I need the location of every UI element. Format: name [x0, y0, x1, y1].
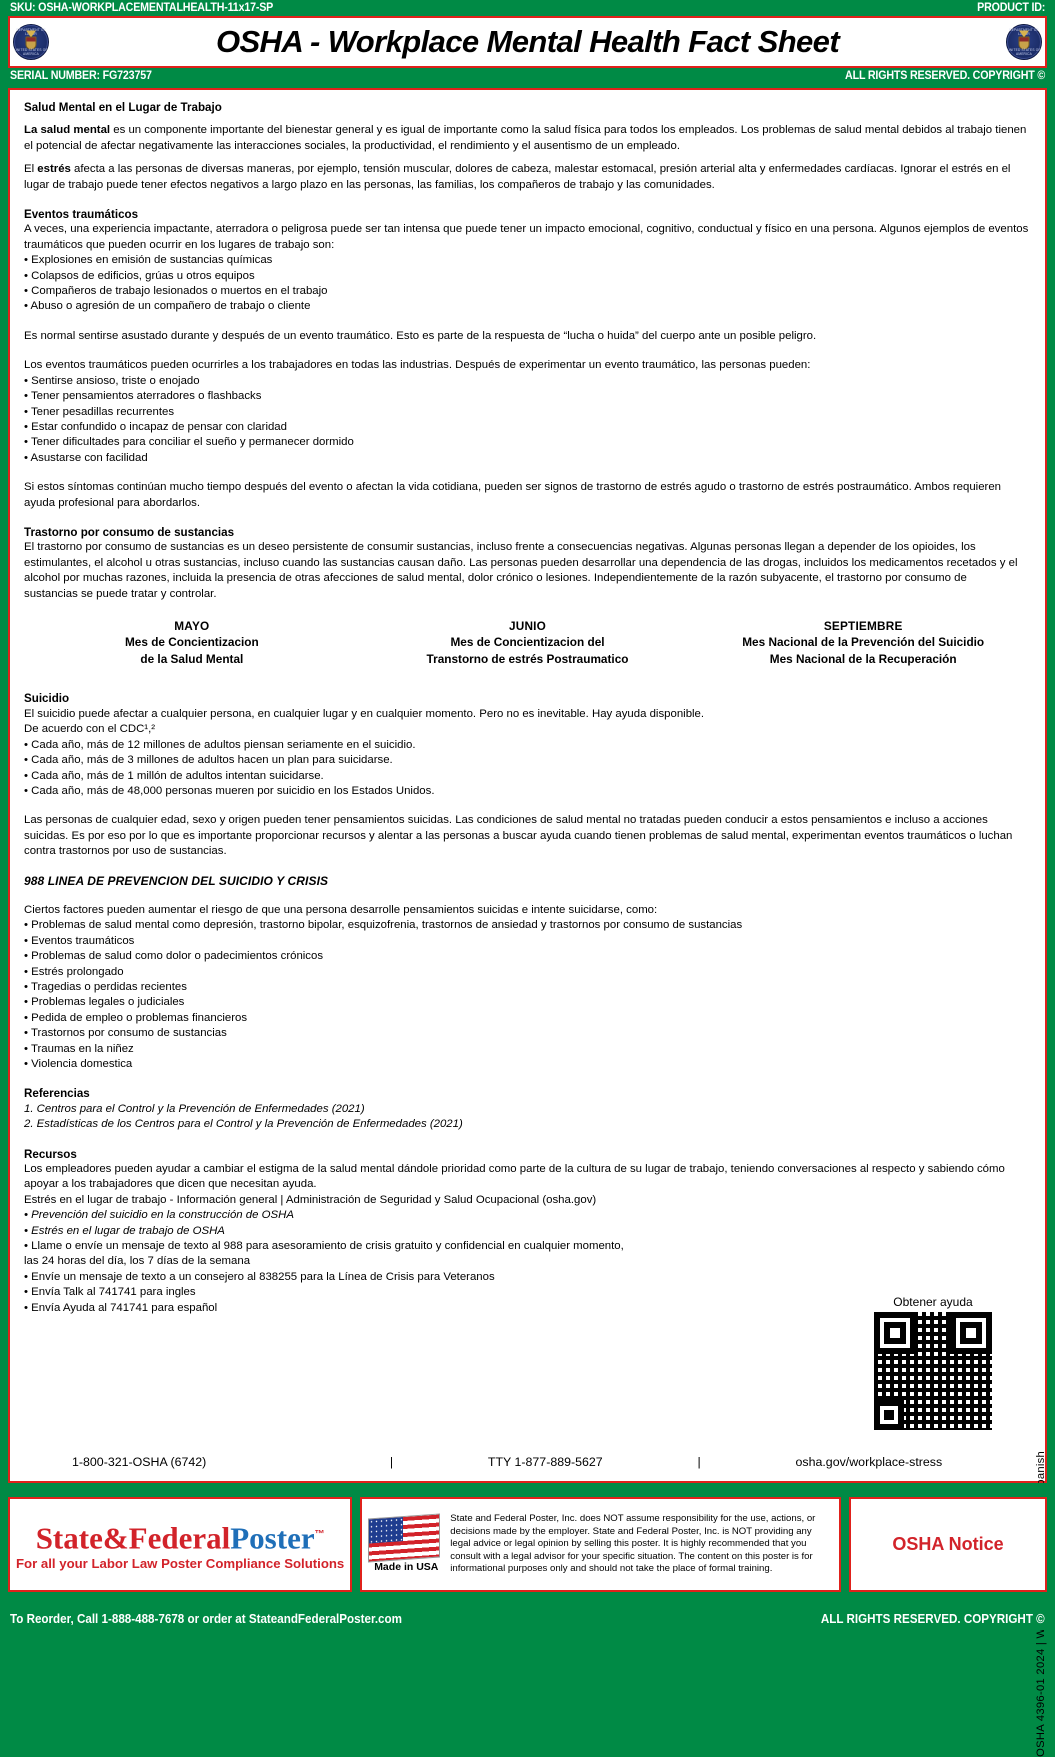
paragraph-any-age: Las personas de cualquier edad, sexo y origen pueden tener pensamientos suicidas. Las condiciones de salud mental no tratadas pueden conducir a estos pensamientos e incluso a acciones suicidas. Es por eso por lo que es importante proporcionar recursos y alentar a las personas a buscar ayuda cuando tienen problemas de salud mental, experimentan eventos traumáticos o luchan contra trastornos por uso de sustancias.	[24, 814, 1013, 858]
dol-seal-left-icon	[10, 21, 52, 63]
paragraph-substance-use-tail: sustancias se puede tratar y controlar.	[24, 587, 217, 600]
list-item: • Sentirse ansioso, triste o enojado	[24, 374, 200, 387]
page-title: OSHA - Workplace Mental Health Fact Sheet	[215, 24, 840, 59]
sku-text: SKU: OSHA-WORKPLACEMENTALHEALTH-11x17-SP	[10, 2, 274, 14]
fact-sheet-body	[8, 88, 1047, 1483]
list-item: • Asustarse con facilidad	[24, 451, 148, 464]
heading-resources: Recursos	[24, 1147, 77, 1161]
contact-phone: 1-800-321-OSHA (6742)	[72, 1455, 207, 1469]
contact-separator: |	[697, 1455, 701, 1469]
list-item: • Problemas de salud mental como depresión, trastorno bipolar, esquizofrenia, trastornos de ansiedad y trastornos por consumo de sustancias	[24, 919, 743, 932]
list-item: • Explosiones en emisión de sustancias químicas	[24, 254, 273, 267]
paragraph-normal-fear: Es normal sentirse asustado durante y después de un evento traumático. Esto es parte de la respuesta de “lucha o huida” del cuerpo ante un posible peligro.	[24, 329, 817, 342]
paragraph-risk-factors: Ciertos factores pueden aumentar el riesgo de que una persona desarrolle pensamientos suicidas e intente suicidarse, como:	[24, 903, 658, 916]
list-item: • Envíe un mensaje de texto a un consejero al 838255 para la Línea de Crisis para Veteranos	[24, 1270, 495, 1283]
heading-traumatic-events: Eventos traumáticos	[24, 208, 139, 222]
list-item: • Abuso o agresión de un compañero de trabajo o cliente	[24, 300, 311, 313]
logo-amp: &	[102, 1520, 129, 1556]
paragraph-resources: Los empleadores pueden ayudar a cambiar el estigma de la salud mental dándole prioridad como parte de la cultura de su lugar de trabajo, teniendo conversaciones al respecto y sabiendo cómo apoyar a los trabajadores que dicen que necesitan ayuda.	[24, 1163, 1005, 1191]
list-item: • Problemas legales o judiciales	[24, 996, 185, 1009]
month-name: MAYO	[174, 618, 210, 633]
seal-top-text: DEPARTMENT OF LABOR	[1009, 28, 1039, 36]
month-column-junio	[360, 618, 696, 668]
paragraph-mental-health	[24, 123, 1031, 154]
list-item: las 24 horas del día, los 7 días de la semana	[24, 1255, 251, 1268]
contact-website[interactable]: osha.gov/workplace-stress	[795, 1455, 943, 1469]
list-item: • Cada año, más de 1 millón de adultos intentan suicidarse.	[24, 769, 324, 782]
serial-number-text: SERIAL NUMBER: FG723757	[10, 70, 152, 82]
logo-trademark: ™	[314, 1528, 325, 1540]
month-column-mayo	[24, 618, 360, 668]
month-line-1: Mes de Concientizacion	[124, 635, 259, 650]
logo-poster: Poster	[230, 1520, 315, 1556]
heading-suicide: Suicidio	[24, 692, 70, 706]
list-item: • Tener pesadillas recurrentes	[24, 405, 175, 418]
qr-code-icon[interactable]	[874, 1312, 992, 1430]
list-item[interactable]: • Estrés en el lugar de trabajo de OSHA	[24, 1224, 225, 1237]
reference-item: 2. Estadísticas de los Centros para el Control y la Prevención de Enfermedades (2021)	[24, 1118, 463, 1131]
heading-988-lifeline: 988 LINEA DE PREVENCION DEL SUICIDIO Y CRISIS	[24, 873, 329, 888]
serial-bar	[0, 68, 1055, 84]
list-item[interactable]: • Prevención del suicidio en la construcción de OSHA	[24, 1209, 294, 1222]
awareness-months-row	[24, 618, 1031, 668]
qr-code-label: Obtener ayuda	[893, 1295, 973, 1309]
contact-separator: |	[389, 1455, 394, 1469]
list-item: • Problemas de salud como dolor o padecimientos crónicos	[24, 950, 324, 963]
list-item: • Cada año, más de 48,000 personas mueren por suicidio en los Estados Unidos.	[24, 784, 435, 797]
reorder-text: To Reorder, Call 1-888-488-7678 or order at StateandFederalPoster.com	[10, 1612, 402, 1626]
seal-bottom-text: UNITED STATES OF AMERICA	[14, 48, 48, 56]
fact-sheet-content	[24, 100, 1031, 1316]
logo-wordmark	[36, 1518, 325, 1555]
seal-top-text: DEPARTMENT OF LABOR	[16, 28, 46, 36]
list-item: • Colapsos de edificios, grúas u otros equipos	[24, 269, 255, 282]
list-item: • Envía Talk al 741741 para ingles	[24, 1286, 196, 1299]
paragraph-industries: Los eventos traumáticos pueden ocurrirles a los trabajadores en todas las industrias. Después de experimentar un evento traumático, las personas pueden:	[24, 359, 811, 372]
month-name: JUNIO	[508, 618, 547, 633]
lead-stress-bold: estrés	[37, 163, 71, 176]
list-item: • Envía Ayuda al 741741 para español	[24, 1301, 218, 1314]
disclaimer-box	[360, 1497, 841, 1592]
resources-link-line[interactable]: Estrés en el lugar de trabajo - Información general | Administración de Seguridad y Salud Ocupacional (osha.gov)	[24, 1193, 597, 1206]
osha-notice-box	[849, 1497, 1047, 1592]
month-line-1: Mes Nacional de la Prevención del Suicidio	[742, 635, 985, 650]
month-line-2: de la Salud Mental	[140, 651, 244, 666]
usa-flag-block	[368, 1516, 444, 1573]
branding-row	[8, 1497, 1047, 1592]
product-id-text: PRODUCT ID:	[976, 2, 1045, 14]
list-item: • Tragedias o perdidas recientes	[24, 980, 187, 993]
list-item: • Cada año, más de 12 millones de adultos piensan seriamente en el suicidio.	[24, 738, 416, 751]
branding-band	[0, 1483, 1055, 1630]
heading-workplace-mental-health: Salud Mental en el Lugar de Trabajo	[24, 101, 222, 114]
made-in-usa-label: Made in USA	[374, 1561, 439, 1573]
list-item: • Violencia domestica	[24, 1058, 133, 1070]
cdc-stats-list	[24, 738, 1031, 800]
reference-item: 1. Centros para el Control y la Prevención de Enfermedades (2021)	[24, 1102, 365, 1115]
heading-references: Referencias	[24, 1087, 90, 1101]
list-item: • Llame o envíe un mensaje de texto al 988 para asesoramiento de crisis gratuito y confidencial en cualquier momento,	[24, 1240, 624, 1253]
after-trauma-bullets-list	[24, 374, 1031, 466]
copyright-text-bottom: ALL RIGHTS RESERVED. COPYRIGHT ©	[821, 1612, 1045, 1626]
list-item: • Pedida de empleo o problemas financieros	[24, 1011, 248, 1024]
paragraph-symptoms: Si estos síntomas continúan mucho tiempo después del evento o afectan la vida cotidiana, pueden ser signos de trastorno de estrés agudo o trastorno de estrés postraumático. Ambos requieren ayuda profesional para abordarlos.	[24, 481, 1002, 509]
paragraph-substance-use: El trastorno por consumo de sustancias es un deseo persistente de consumir sustancias, incluso frente a consecuencias negativas. Algunas personas llegan a depender de los opioides, los estimulantes, el alcohol u otras sustancias, incluso cuando las sustancias causan daño. Las personas pueden desarrollar una dependencia de las drogas, incluidos los medicamentos recetados y el alcohol por muchas razones, incluida la presencia de otras afecciones de salud mental, dolor crónico o lesiones. Independientemente de la razón subyacente, el trastorno por consumo de	[24, 541, 1018, 585]
month-line-2: Transtorno de estrés Postraumatico	[426, 651, 629, 666]
state-federal-poster-logo	[8, 1497, 352, 1592]
logo-federal: Federal	[128, 1520, 231, 1556]
osha-notice-label: OSHA Notice	[892, 1534, 1004, 1554]
list-item: • Trastornos por consumo de sustancias	[24, 1027, 227, 1040]
title-band	[8, 16, 1047, 68]
disclaimer-text: State and Federal Poster, Inc. does NOT assume responsibility for the use, actions, or decisions made by the employer. State and Federal Poster, Inc. is NOT providing any legal advice or legal opinion by selling this poster. It is highly recommended that you consult with a legal advisor for your specific situation. The content on this poster is for informational purposes only and should not take the place of formal training.	[450, 1513, 816, 1575]
list-item: • Estrés prolongado	[24, 965, 124, 978]
list-item: • Tener pensamientos aterradores o flashbacks	[24, 390, 262, 403]
risk-factors-list	[24, 918, 1031, 1072]
lead-mental-health: La salud mental	[24, 124, 111, 137]
sku-bar	[0, 0, 1055, 16]
contact-row	[24, 1455, 1031, 1469]
list-item: • Cada año, más de 3 millones de adultos hacen un plan para suicidarse.	[24, 754, 393, 767]
month-name: SEPTIEMBRE	[823, 618, 903, 633]
seal-bottom-text: UNITED STATES OF AMERICA	[1007, 48, 1041, 56]
paragraph-traumatic-events: A veces, una experiencia impactante, aterradora o peligrosa puede ser tan intensa que puede tener un impacto emocional, cognitivo, conductual y físico en una persona. Algunos ejemplos de eventos traumáticos que pueden ocurrir en los lugares de trabajo son:	[24, 223, 1029, 251]
lead-stress: El	[24, 163, 38, 176]
list-item: • Traumas en la niñez	[24, 1042, 134, 1055]
paragraph-suicide: El suicidio puede afectar a cualquier persona, en cualquier lugar y en cualquier momento. Pero no es inevitable. Hay ayuda disponible.	[24, 707, 705, 720]
list-item: • Estar confundido o incapaz de pensar con claridad	[24, 420, 287, 433]
month-line-1: Mes de Concientizacion del	[450, 635, 605, 650]
logo-state: State	[35, 1520, 103, 1556]
paragraph-cdc-source: De acuerdo con el CDC¹,²	[24, 723, 156, 736]
contact-tty: TTY 1-877-889-5627	[487, 1455, 603, 1469]
branding-footer	[0, 1610, 1055, 1628]
month-column-septiembre	[695, 618, 1031, 668]
heading-substance-use-disorder: Trastorno por consumo de sustancias	[24, 525, 235, 539]
paragraph-stress	[24, 162, 1031, 193]
logo-tagline: For all your Labor Law Poster Compliance Solutions	[16, 1556, 345, 1572]
list-item: • Tener dificultades para conciliar el sueño y permanecer dormido	[24, 436, 354, 449]
list-item: • Eventos traumáticos	[24, 934, 135, 947]
rest-stress: afecta a las personas de diversas maneras, por ejemplo, tensión muscular, dolores de cabeza, malestar estomacal, presión arterial alta y enfermedades cardíacas. Ignorar el estrés en el lugar de trabajo puede tener efectos negativos a largo plazo en las personas, las familias, los compañeros de trabajo y las comunidades.	[24, 163, 1011, 191]
qr-code-block	[863, 1295, 1003, 1430]
traumatic-bullets-list	[24, 253, 1031, 315]
dol-seal-right-icon	[1003, 21, 1045, 63]
rest-mental-health: es un componente importante del bienestar general y es igual de importante como la salud física para todos los empleados. Los problemas de salud mental debidos al trabajo tienen el potencial de afectar negativamente las interacciones sociales, la productividad, el rendimiento y el ausentismo de un empleado.	[24, 124, 1027, 152]
copyright-text-top: ALL RIGHTS RESERVED. COPYRIGHT ©	[844, 70, 1045, 82]
usa-flag-icon	[368, 1513, 440, 1562]
month-line-2: Mes Nacional de la Recuperación	[769, 651, 957, 666]
list-item: • Compañeros de trabajo lesionados o muertos en el trabajo	[24, 285, 328, 298]
